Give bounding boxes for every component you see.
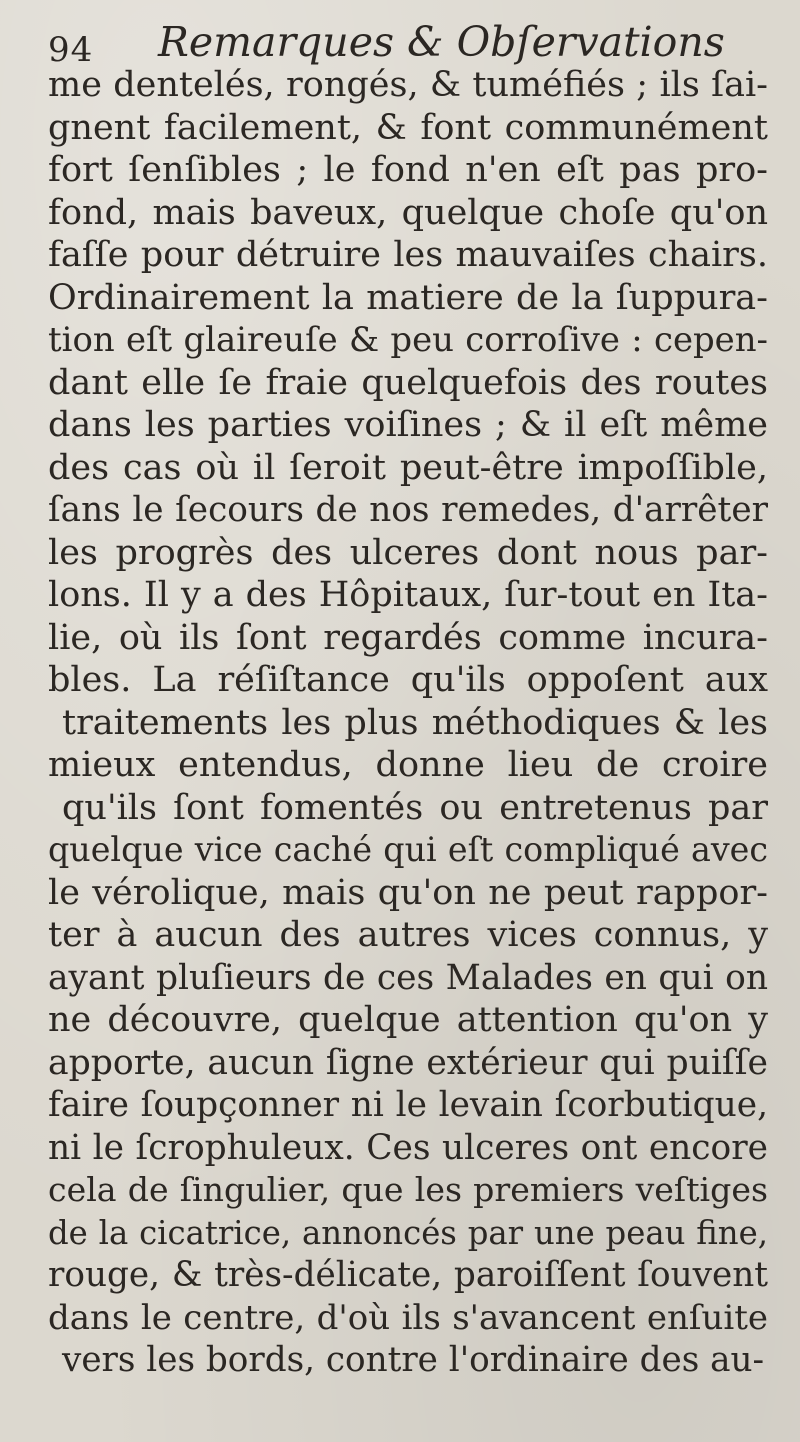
text-line: dans les parties voiſines ; & il eſt même [48,405,768,445]
text-line: Ordinairement la matiere de la ſuppura- [48,277,768,318]
text-line: rouge, & très-délicate, paroiſſent ſouvent [48,1255,768,1295]
text-line: lons. Il y a des Hôpitaux, ſur-tout en Ita- [48,575,768,615]
text-line: dant elle ſe fraie quelquefois des routes [48,362,768,403]
running-title: Remarques & Obſervations [158,18,725,66]
text-line: gnent facilement, & font communément [48,107,768,148]
text-line: ni le ſcrophuleux. Ces ulceres ont encore [48,1127,768,1168]
text-line: fond, mais baveux, quelque choſe qu'on [48,192,768,233]
text-line: ſans le ſecours de nos remedes, d'arrêter [48,490,768,530]
text-line: me dentelés, rongés, & tuméfiés ; ils ſai- [48,65,768,105]
text-line: faſſe pour détruire les mauvaiſes chairs. [48,235,768,275]
text-line: les progrès des ulceres dont nous par- [48,532,768,573]
page-number: 94 [48,30,94,70]
text-line: fort ſenſibles ; le fond n'en eſt pas pro- [48,150,768,190]
text-line: traitements les plus méthodiques & les [62,702,768,743]
text-line: des cas où il ſeroit peut-être impoſſible, [48,447,768,488]
text-line: ne découvre, quelque attention qu'on y [48,1000,768,1040]
text-line: apporte, aucun ſigne extérieur qui puiſſe [48,1042,768,1083]
body-text [48,64,768,1382]
text-line: faire ſoupçonner ni le levain ſcorbutique, [48,1085,768,1125]
text-line: mieux entendus, donne lieu de croire [48,745,768,785]
text-line: qu'ils ſont fomentés ou entretenus par [62,787,768,828]
text-line: bles. La réſiſtance qu'ils oppoſent aux [48,660,768,700]
text-line: lie, où ils ſont regardés comme incura- [48,617,768,658]
text-line: ter à aucun des autres vices connus, y [48,915,768,955]
text-line: vers les bords, contre l'ordinaire des au- [62,1340,765,1380]
text-line: tion eſt glaireuſe & peu corroſive : cepen- [48,320,768,359]
text-line: quelque vice caché qui eſt compliqué avec [48,830,768,869]
text-line: le vérolique, mais qu'on ne peut rappor- [48,872,768,913]
text-line: ayant pluſieurs de ces Malades en qui on [48,957,768,998]
text-line: de la cicatrice, annoncés par une peau fine, [48,1213,768,1252]
text-line: dans le centre, d'où ils s'avancent enſuite [48,1297,768,1338]
text-line: cela de ſingulier, que les premiers veſtiges [48,1170,768,1209]
